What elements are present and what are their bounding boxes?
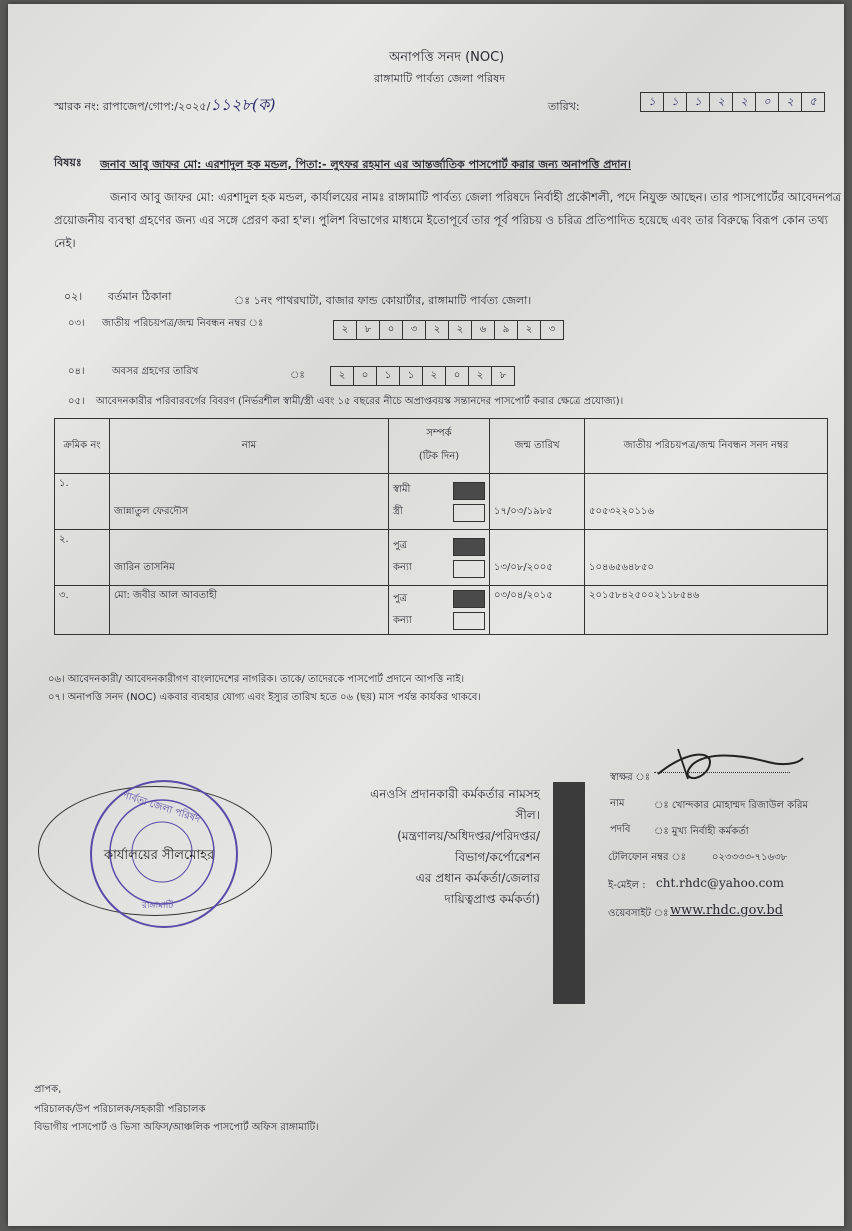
- memo-prefix: স্মারক নং: রাপাজেপ/গোপ:/২০২৫/: [54, 100, 211, 113]
- header-name: নাম: [110, 419, 389, 474]
- nid-digit-box: ৮: [356, 320, 380, 340]
- issuer-line: দায়িত্বপ্রাপ্ত কর্মকর্তা): [444, 892, 540, 906]
- nid-digit-box: ২: [333, 320, 357, 340]
- post-value: ঃ মুখ্য নির্বাহী কর্মকর্তা: [654, 826, 749, 837]
- retire-digit-box: ২: [422, 366, 446, 386]
- recipient-line-1: পরিচালক/উপ পরিচালক/সহকারী পরিচালক: [34, 1104, 206, 1115]
- header-relation: [389, 419, 490, 474]
- date-label: তারিখ:: [548, 100, 580, 113]
- row-serial: ১.: [55, 474, 110, 530]
- retire-digit-box: ২: [330, 366, 354, 386]
- nid-digit-box: ৩: [402, 320, 426, 340]
- family-table: [54, 418, 828, 635]
- date-digit-box: ২: [732, 92, 756, 112]
- header-nid: জাতীয় পরিচয়পত্র/জন্ম নিবন্ধন সনদ নম্বর: [585, 419, 828, 474]
- document-subtitle: রাঙ্গামাটি পার্বত্য জেলা পরিষদ: [374, 72, 506, 85]
- seal-ring-text: পার্বত্য জেলা পরিষদ: [120, 789, 202, 826]
- nid-label: জাতীয় পরিচয়পত্র/জন্ম নিবন্ধন নম্বর ঃ: [102, 318, 264, 329]
- seal-center-text: কার্যালয়ের সীলমোহর: [104, 848, 215, 863]
- date-digit-box: ১: [663, 92, 687, 112]
- retire-digit-box: ৮: [491, 366, 515, 386]
- retire-digit-box: ১: [399, 366, 423, 386]
- subject-label: বিষয়ঃ: [54, 156, 82, 169]
- subject-text: জনাব আবু জাফর মো: এরশাদুল হক মন্ডল, পিতা:- লুৎফর রহমান এর আন্তর্জাতিক পাসপোর্ট করার জন্য অনাপত্তি প্রদান।: [100, 158, 631, 171]
- item-num-nid: ০৩।: [68, 318, 85, 329]
- document-title: অনাপত্তি সনদ (NOC): [389, 50, 505, 65]
- header-serial: ক্রমিক নং: [55, 419, 110, 474]
- address-value: ঃ ১নং পাথরঘাটা, বাজার ফান্ড কোয়ার্টার, রাঙ্গামাটি পার্বত্য জেলা।: [234, 294, 532, 307]
- nid-digit-box: ২: [517, 320, 541, 340]
- table-row: [55, 530, 828, 586]
- retire-label: অবসর গ্রহণের তারিখ: [112, 366, 199, 377]
- row-relation: [389, 586, 490, 635]
- nid-digit-box: ৯: [494, 320, 518, 340]
- relation-option-a: পুত্র: [393, 540, 408, 551]
- handwritten-signature: [648, 744, 808, 784]
- table-row: [55, 474, 828, 530]
- date-digit-box: ১: [640, 92, 664, 112]
- relation-checkbox-a[interactable]: [453, 538, 485, 556]
- noc-document: [8, 4, 844, 1226]
- relation-option-b: কন্যা: [393, 614, 412, 626]
- row-relation: [389, 474, 490, 530]
- family-label: আবেদনকারীর পরিবারবর্গের বিবরণ (নির্ভরশীল স্বামী/স্ত্রী এবং ১৫ বছরের নীচে অপ্রাপ্তবয়স্ক সন্তানদের পাসপোর্ট করার ক্ষেত্রে প্রযোজ্য)।: [96, 396, 624, 407]
- email-value[interactable]: cht.rhdc@yahoo.com: [656, 876, 784, 890]
- date-digit-box: ৫: [801, 92, 825, 112]
- header-relation-label: সম্পর্ক: [426, 428, 452, 439]
- issuer-block: [328, 784, 540, 910]
- date-boxes: [640, 92, 824, 112]
- nid-digit-box: ৩: [540, 320, 564, 340]
- date-digit-box: ১: [686, 92, 710, 112]
- row-nid: ৫০৫৩২২০১১৬: [585, 474, 828, 530]
- date-digit-box: ২: [778, 92, 802, 112]
- issuer-line: এর প্রধান কর্মকর্তা/জেলার: [415, 871, 540, 885]
- nid-digit-box: ২: [425, 320, 449, 340]
- relation-checkbox-b[interactable]: [453, 612, 485, 630]
- nid-digit-box: ৬: [471, 320, 495, 340]
- row-name: জারিন তাসনিম: [110, 530, 389, 586]
- relation-checkbox-a[interactable]: [453, 590, 485, 608]
- issuer-line: (মন্ত্রণালয়/অধিদপ্তর/পরিদপ্তর/: [397, 829, 540, 843]
- item-num-retire: ০৪।: [68, 366, 85, 377]
- signature-strip: [553, 782, 585, 1004]
- name-label: নাম: [610, 798, 625, 809]
- retire-digit-box: ০: [445, 366, 469, 386]
- relation-checkbox-a[interactable]: [453, 482, 485, 500]
- row-name: জান্নাতুল ফেরদৌস: [110, 474, 389, 530]
- retire-digit-box: ২: [468, 366, 492, 386]
- header-dob: জন্ম তারিখ: [490, 419, 585, 474]
- issuer-line: বিভাগ/কর্পোরেশন: [455, 850, 540, 864]
- row-nid: ২০১৫৮৪২৫০০২১১৮৫৪৬: [585, 586, 828, 635]
- table-header-row: [55, 419, 828, 474]
- retire-boxes: [330, 366, 514, 386]
- recipient-line-2: বিভাগীয় পাসপোর্ট ও ভিসা অফিস/আঞ্চলিক পাসপোর্ট অফিস রাঙ্গামাটি।: [34, 1122, 319, 1133]
- relation-option-b: কন্যা: [393, 562, 412, 573]
- memo-number: [54, 92, 276, 119]
- row-dob: ০৩/০৪/২০১৫: [490, 586, 585, 635]
- name-value: ঃ খোন্দকার মোহাম্মদ রিজাউল করিম: [654, 800, 809, 811]
- relation-option-b: স্ত্রী: [393, 506, 403, 517]
- date-digit-box: ০: [755, 92, 779, 112]
- retire-digit-box: ০: [353, 366, 377, 386]
- recipient-label: প্রাপক,: [34, 1084, 62, 1095]
- issuer-line: এনওসি প্রদানকারী কর্মকর্তার নামসহ: [370, 787, 540, 801]
- address-label: বর্তমান ঠিকানা: [108, 290, 172, 303]
- item-num-family: ০৫।: [68, 396, 85, 407]
- row-serial: ৩.: [55, 586, 110, 635]
- table-row: [55, 586, 828, 635]
- note-07: ০৭। অনাপত্তি সনদ (NOC) একবার ব্যবহার যোগ্য এবং ইস্যুর তারিখ হতে ০৬ (ছয়) মাস পর্যন্ত কার্যকর থাকবে।: [48, 692, 481, 703]
- nid-digit-box: ০: [379, 320, 403, 340]
- row-nid: ১০৪৬৫৬৪৮৫০: [585, 530, 828, 586]
- nid-boxes: [333, 320, 563, 340]
- relation-option-a: স্বামী: [393, 484, 411, 495]
- retire-colon: ঃ: [290, 370, 305, 381]
- relation-option-a: পুত্র: [393, 592, 408, 604]
- item-num-address: ০২।: [64, 290, 83, 303]
- row-dob: ১৭/০৩/১৯৮৫: [490, 474, 585, 530]
- body-paragraph: জনাব আবু জাফর মো: এরশাদুল হক মন্ডল, কার্যালয়ের নামঃ রাঙ্গামাটি পার্বত্য জেলা পরিষদে নির্বাহী প্রকৌশলী, পদে নিযুক্ত আছেন। তার পাসপোর্টের আবেদনপত্র প্রয়োজনীয় ব্যবস্থা গ্রহণের জন্য এর সঙ্গে প্রেরণ করা হ'ল। পুলিশ বিভাগের মাধ্যমে ইতোপূর্বে তার পূর্ব পরিচয় ও চরিত্র প্রতিপাদিত হয়েছে এবং তার বিরুদ্ধে বিরূপ কোন তথ্য নেই।: [54, 190, 842, 250]
- email-label: ই-মেইল :: [608, 880, 646, 891]
- memo-number-handwritten: ১১২৮(ক): [210, 95, 276, 114]
- signature-label: স্বাক্ষর ঃ: [610, 772, 651, 783]
- row-relation: [389, 530, 490, 586]
- post-label: পদবি: [610, 824, 631, 835]
- relation-checkbox-b[interactable]: [453, 560, 485, 578]
- seal-bottom-text: রাঙ্গামাটি: [142, 901, 174, 911]
- row-dob: ১৩/০৮/২০০৫: [490, 530, 585, 586]
- date-digit-box: ২: [709, 92, 733, 112]
- relation-checkbox-b[interactable]: [453, 504, 485, 522]
- issuer-line: সীল।: [515, 808, 540, 822]
- phone-value: ০২৩৩৩৩-৭১৬৩৮: [712, 852, 788, 863]
- header-relation-sub: (টিক দিন): [418, 451, 460, 462]
- row-serial: ২.: [55, 530, 110, 586]
- website-label: ওয়েবসাইট ঃ: [608, 908, 669, 919]
- website-link[interactable]: www.rhdc.gov.bd: [670, 903, 784, 918]
- note-06: ০৬। আবেদনকারী/ আবেদনকারীগণ বাংলাদেশের নাগরিক। তাকে/ তাদেরকে পাসপোর্ট প্রদানে আপত্তি নাই।: [48, 674, 465, 685]
- row-name: মো: জবীর আল আবতাহী: [110, 586, 389, 635]
- phone-label: টেলিফোন নম্বর ঃ: [608, 852, 687, 863]
- nid-digit-box: ২: [448, 320, 472, 340]
- retire-digit-box: ১: [376, 366, 400, 386]
